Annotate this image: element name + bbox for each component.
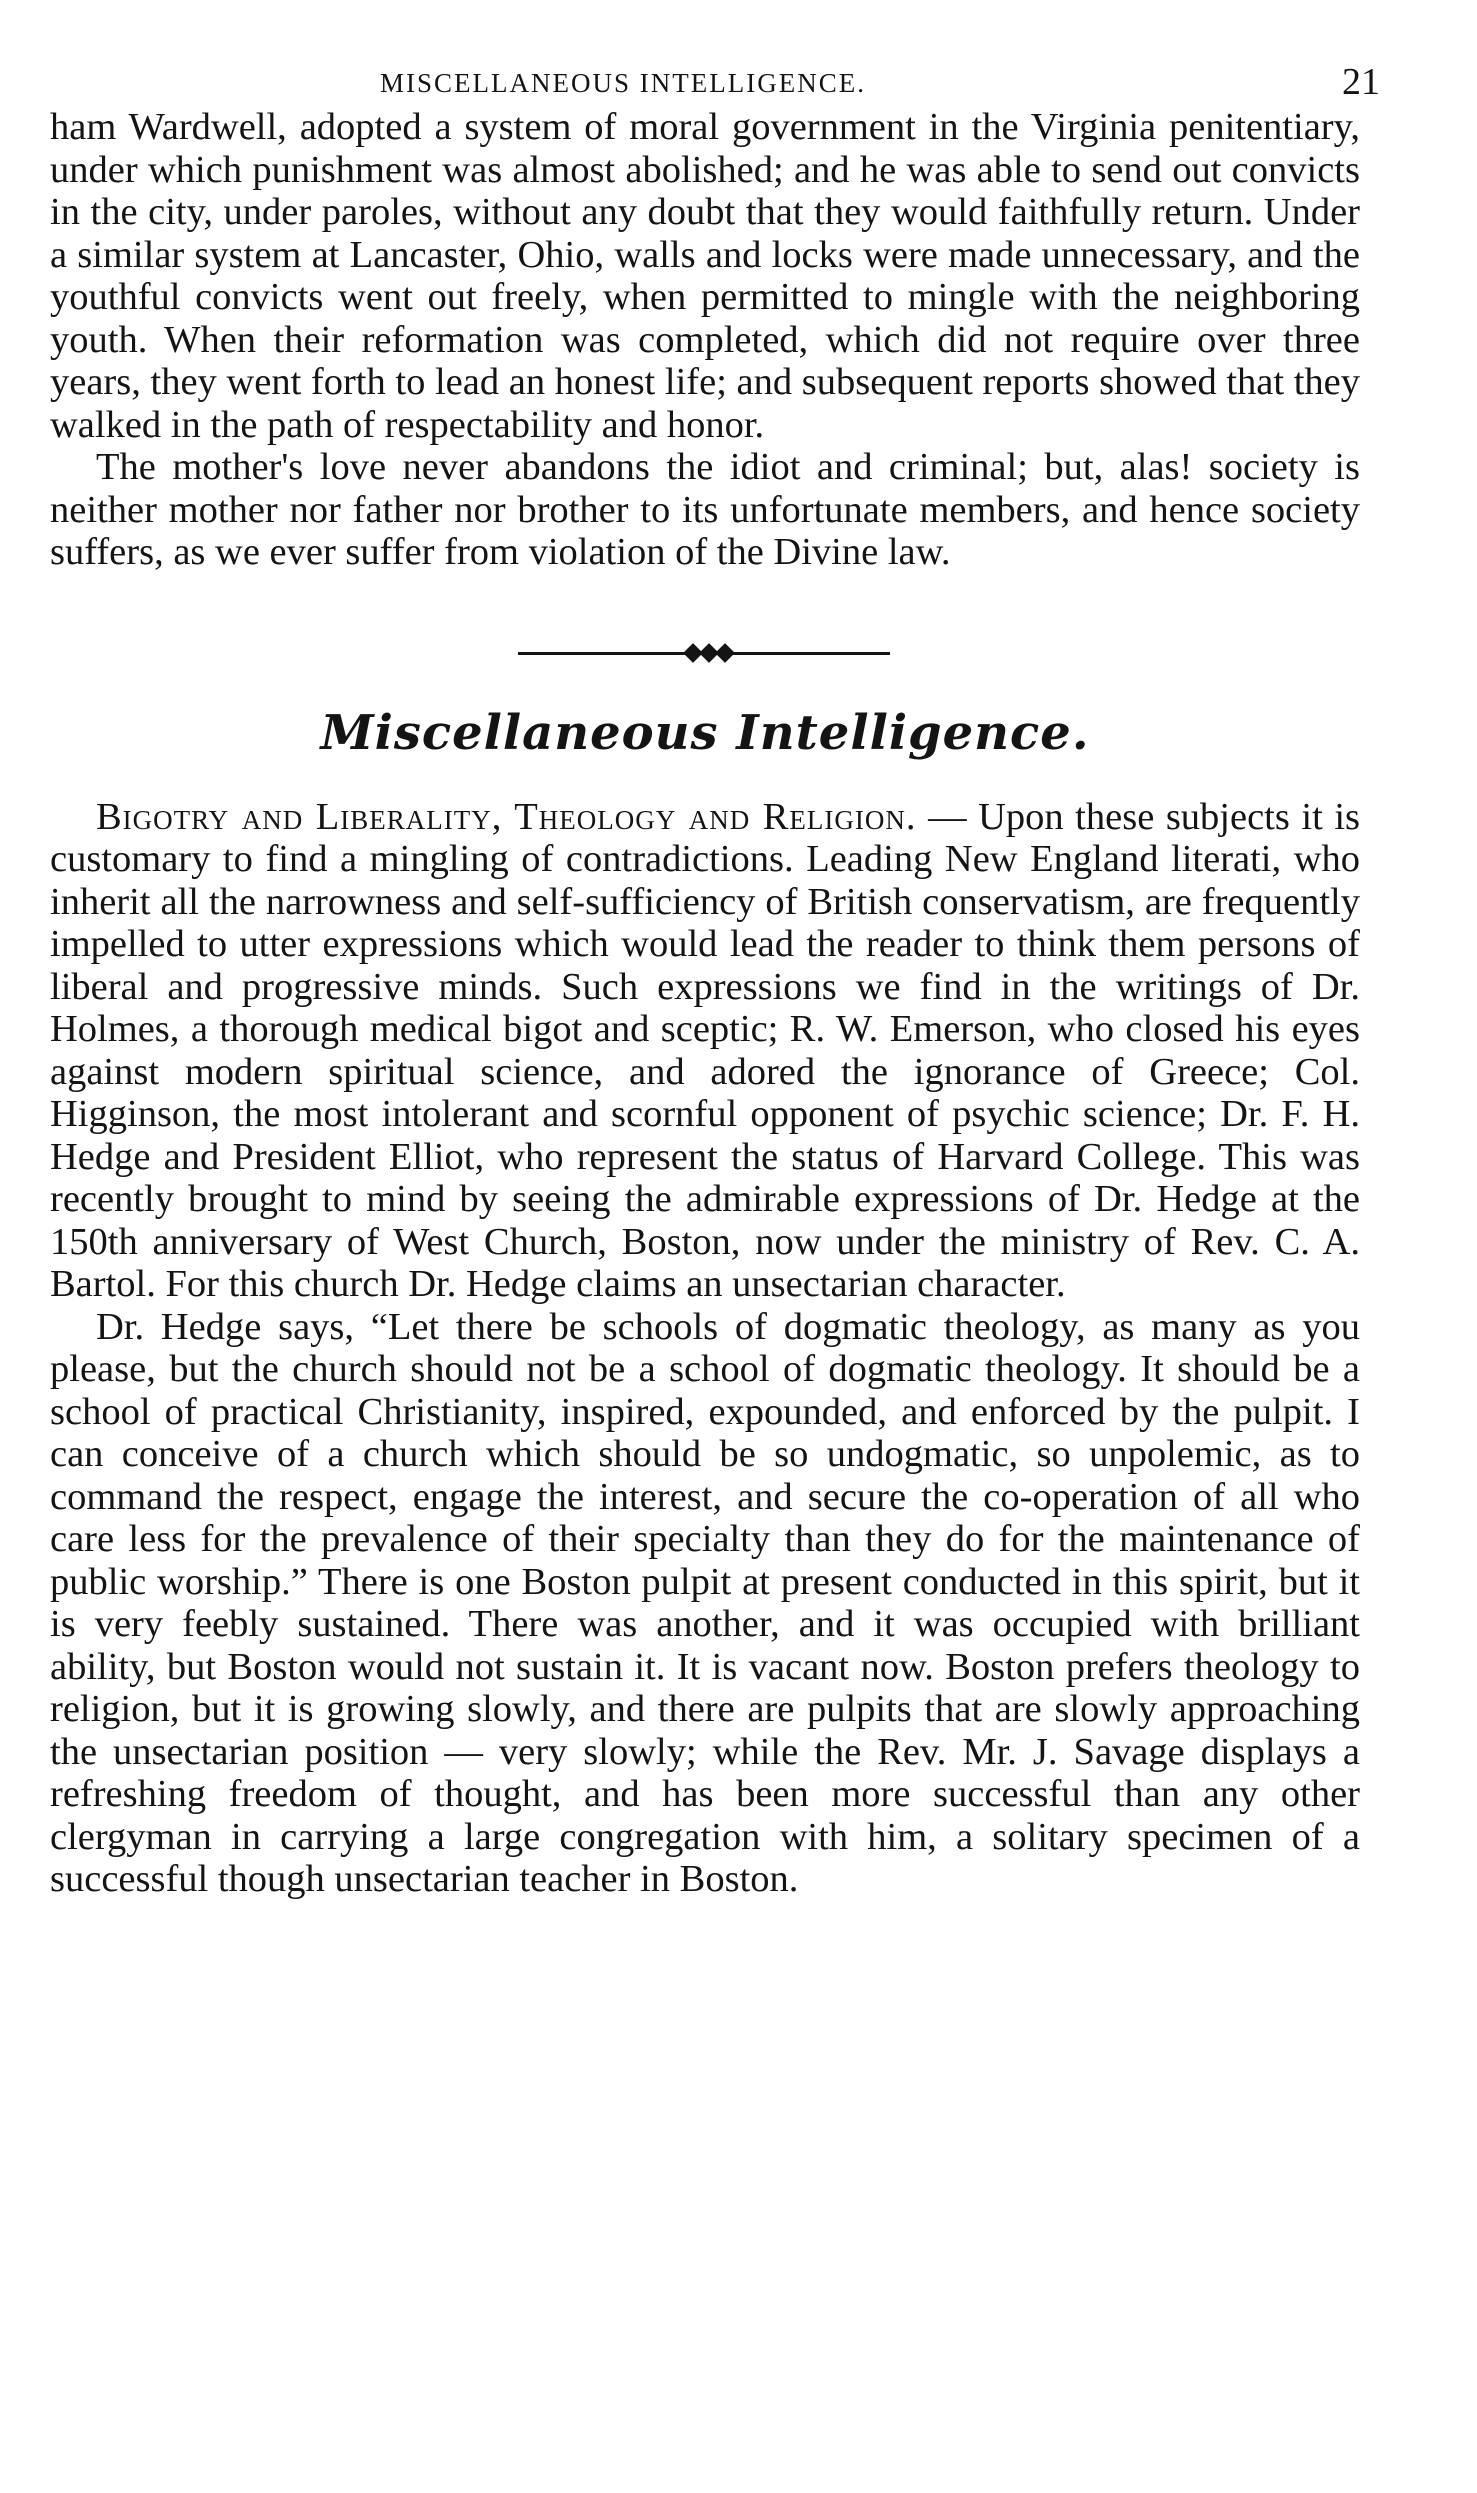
divider-ornament-icon <box>715 643 735 663</box>
running-title: MISCELLANEOUS INTELLIGENCE. <box>380 68 866 98</box>
paragraph-continuation: ham Wardwell, adopted a system of moral government in the Virginia penitentiary, under which punishment was almost abolished; and he was able to send out convicts in the city, under paroles, without any doubt that they would faithfully return. Under a similar system at Lancaster, Ohio, walls and locks were made unnecessary, and the youthful convicts went out freely, when permitted to mingle with the neighboring youth. When their reformation was completed, which did not require over three years, they went forth to lead an honest life; and subsequent reports showed that they walked in the path of respectability and honor. <box>50 106 1360 446</box>
paragraph-mothers-love: The mother's love never abandons the idiot and criminal; but, alas! society is neither mother nor father nor brother to its unfortunate members, and hence society suffers, as we ever suffer from violation of the Divine law. <box>50 446 1360 573</box>
continued-article <box>50 106 1360 574</box>
section-divider <box>50 632 1360 676</box>
book-page <box>50 60 1380 1901</box>
paragraph-lead-in: Bigotry and Liberality, Theology and Religion. <box>96 795 917 838</box>
running-head <box>50 60 1380 106</box>
page-number: 21 <box>1342 61 1380 103</box>
paragraph-hedge-quote: Dr. Hedge says, “Let there be schools of dogmatic theology, as many as you please, but the church should not be a school of dogmatic theology. It should be a school of practical Christianity, inspired, expounded, and enforced by the pulpit. I can conceive of a church which should be so undogmatic, so unpolemic, as to command the respect, engage the interest, and secure the co-operation of all who care less for the prevalence of their specialty than they do for the maintenance of public worship.” There is one Boston pulpit at present conducted in this spirit, but it is very feebly sustained. There was another, and it was occupied with brilliant ability, but Boston would not sustain it. It is vacant now. Boston prefers theology to religion, but it is growing slowly, and there are pulpits that are slowly approaching the unsectarian position — very slowly; while the Rev. Mr. J. Savage displays a refreshing freedom of thought, and has been more successful than any other clergyman in carrying a large congregation with him, a solitary specimen of a successful though unsectarian teacher in Boston. <box>50 1305 1360 1900</box>
section-heading: Miscellaneous Intelligence. <box>320 704 1090 761</box>
paragraph-text: — Upon these subjects it is customary to find a mingling of contradictions. Leading New England literati, who inherit all the narrowness and self-sufficiency of British conservatism, are frequently impelled to utter expressions which would lead the reader to think them persons of liberal and progressive minds. Such expressions we find in the writings of Dr. Holmes, a thorough medical bigot and sceptic; R. W. Emerson, who closed his eyes against modern spiritual science, and adored the ignorance of Greece; Col. Higginson, the most intolerant and scornful opponent of psychic science; Dr. F. H. Hedge and President Elliot, who represent the status of Harvard College. This was recently brought to mind by seeing the admirable expressions of Dr. Hedge at the 150th anniversary of West Church, Boston, now under the ministry of Rev. C. A. Bartol. For this church Dr. Hedge claims an unsectarian character. <box>50 795 1360 1305</box>
paragraph-bigotry <box>50 796 1360 1306</box>
section-body <box>50 796 1360 1901</box>
